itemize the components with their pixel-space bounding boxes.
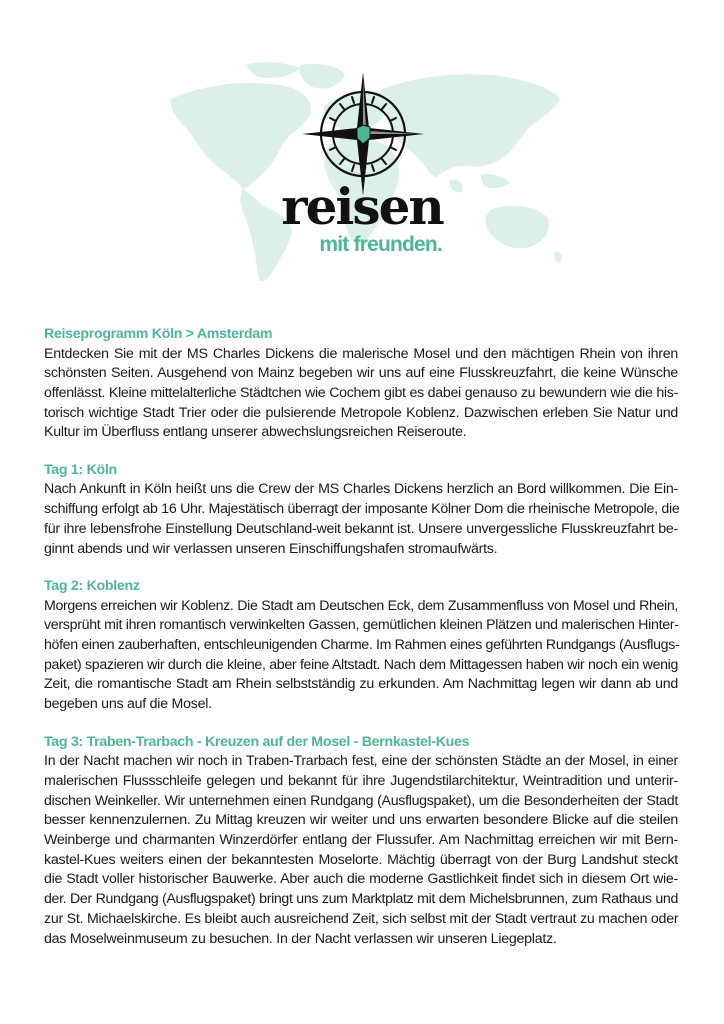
text-line: dischen Weinkeller. Wir unternehmen einen Rundgang (Ausflugspaket), um die Besonderheiten der Stadt [44,792,678,809]
text-line: ginnt abends und wir verlassen unseren Einschiffungshafen stromaufwärts. [44,540,498,557]
logo-tagline: mit freunden. [319,233,442,256]
text-line: das Moselweinmuseum zu besuchen. In der Nacht verlassen wir unseren Liegeplatz. [44,930,557,947]
text-line: Zeit, die romantische Stadt am Rhein selbstständig zu erkunden. Am Nachmittag legen wir dann ab und [44,676,678,693]
text-line: In der Nacht machen wir noch in Traben-Trarbach fest, eine der schönsten Städte an der Mosel, in einer [44,753,678,770]
text-line: zur St. Michaelskirche. Es bleibt auch ausreichend Zeit, sich selbst mit der Stadt vertraut zu machen oder [44,910,679,927]
text-line: Entdecken Sie mit der MS Charles Dickens die malerische Mosel und den mächtigen Rhein von ihren [44,345,678,362]
section-body [44,597,678,715]
text-line: versprüht mit ihren romantisch verwinkelten Gassen, gemütlichen kleinen Plätzen und malerischen Hinter- [44,617,679,634]
section-heading: Tag 2: Koblenz [44,578,140,595]
header-logo-area [0,0,724,300]
text-line: offenlässt. Kleine mittelalterliche Städtchen wie Cochem gibt es dabei genauso zu bewundern wie die his- [44,384,678,401]
section-heading: Tag 3: Traben-Trarbach - Kreuzen auf der Mosel - Bernkastel-Kues [44,733,470,750]
section-body [44,752,678,949]
section-body [44,480,678,559]
logo-wordmark: reisen [281,177,443,236]
text-line: die Stadt voller historischer Bauwerke. Aber auch die moderne Gastlichkeit findet sich in diesem Ort wie- [44,871,678,888]
section-heading: Reiseprogramm Köln > Amsterdam [44,326,273,342]
section-intro [44,325,678,443]
text-line: Nach Ankunft in Köln heißt uns die Crew der MS Charles Dickens herzlich an Bord willkommen. Die Ein- [44,481,678,498]
text-line: besser kennenzulernen. Zu Mittag kreuzen wir weiter und uns erwarten besondere Blicke auf die steilen [44,812,678,829]
text-line: torisch wichtige Stadt Trier oder die pulsierende Metropole Koblenz. Dazwischen erleben Sie Natur und [44,404,678,421]
text-line: begeben uns auf die Mosel. [44,696,212,713]
text-line: kastel-Kues weiters einen der bekanntesten Moselorte. Mächtig überragt von der Burg Landshut steckt [44,851,678,868]
text-line: malerischen Flussschleife gelegen und bekannt für ihre Jugendstilarchitektur, Weintradition und unterir- [44,773,678,789]
text-line: schönsten Seiten. Ausgehend von Mainz begeben wir uns auf eine Flusskreuzfahrt, die keine Wünsche [44,365,678,382]
section-day-1 [44,461,678,559]
section-heading: Tag 1: Köln [44,461,117,478]
text-line: Kultur im Überfluss entlang unserer abwechslungsreichen Reiseroute. [44,424,467,441]
text-line: Morgens erreichen wir Koblenz. Die Stadt am Deutschen Eck, dem Zusammenfluss von Mosel und Rhein, [44,597,678,614]
section-body [44,345,678,443]
text-line: schiffung erfolgt ab 16 Uhr. Majestätisch überragt der imposante Kölner Dom die rheinische Metropole, die [44,501,680,518]
text-line: höfen einen zauberhaften, entschleunigenden Charme. Im Rahmen eines geführten Rundgangs (Ausflugs- [44,637,680,654]
text-line: paket) spazieren wir durch die kleine, aber feine Altstadt. Nach dem Mittagessen haben wir noch ein wenig [44,656,678,673]
text-line: der. Der Rundgang (Ausflugspaket) bringt uns zum Marktplatz mit dem Michelsbrunnen, zum Rathaus und [44,891,678,908]
text-line: für ihre lebensfrohe Einstellung Deutschland-weit bekannt ist. Unsere unvergessliche Flusskreuzfahrt be- [44,520,678,537]
itinerary-content [44,325,678,967]
section-day-2 [44,577,678,715]
section-day-3 [44,733,678,949]
text-line: Weinberge und charmanten Winzerdörfer entlang der Flussufer. Am Nachmittag erreichen wir mit Bern- [44,832,678,849]
